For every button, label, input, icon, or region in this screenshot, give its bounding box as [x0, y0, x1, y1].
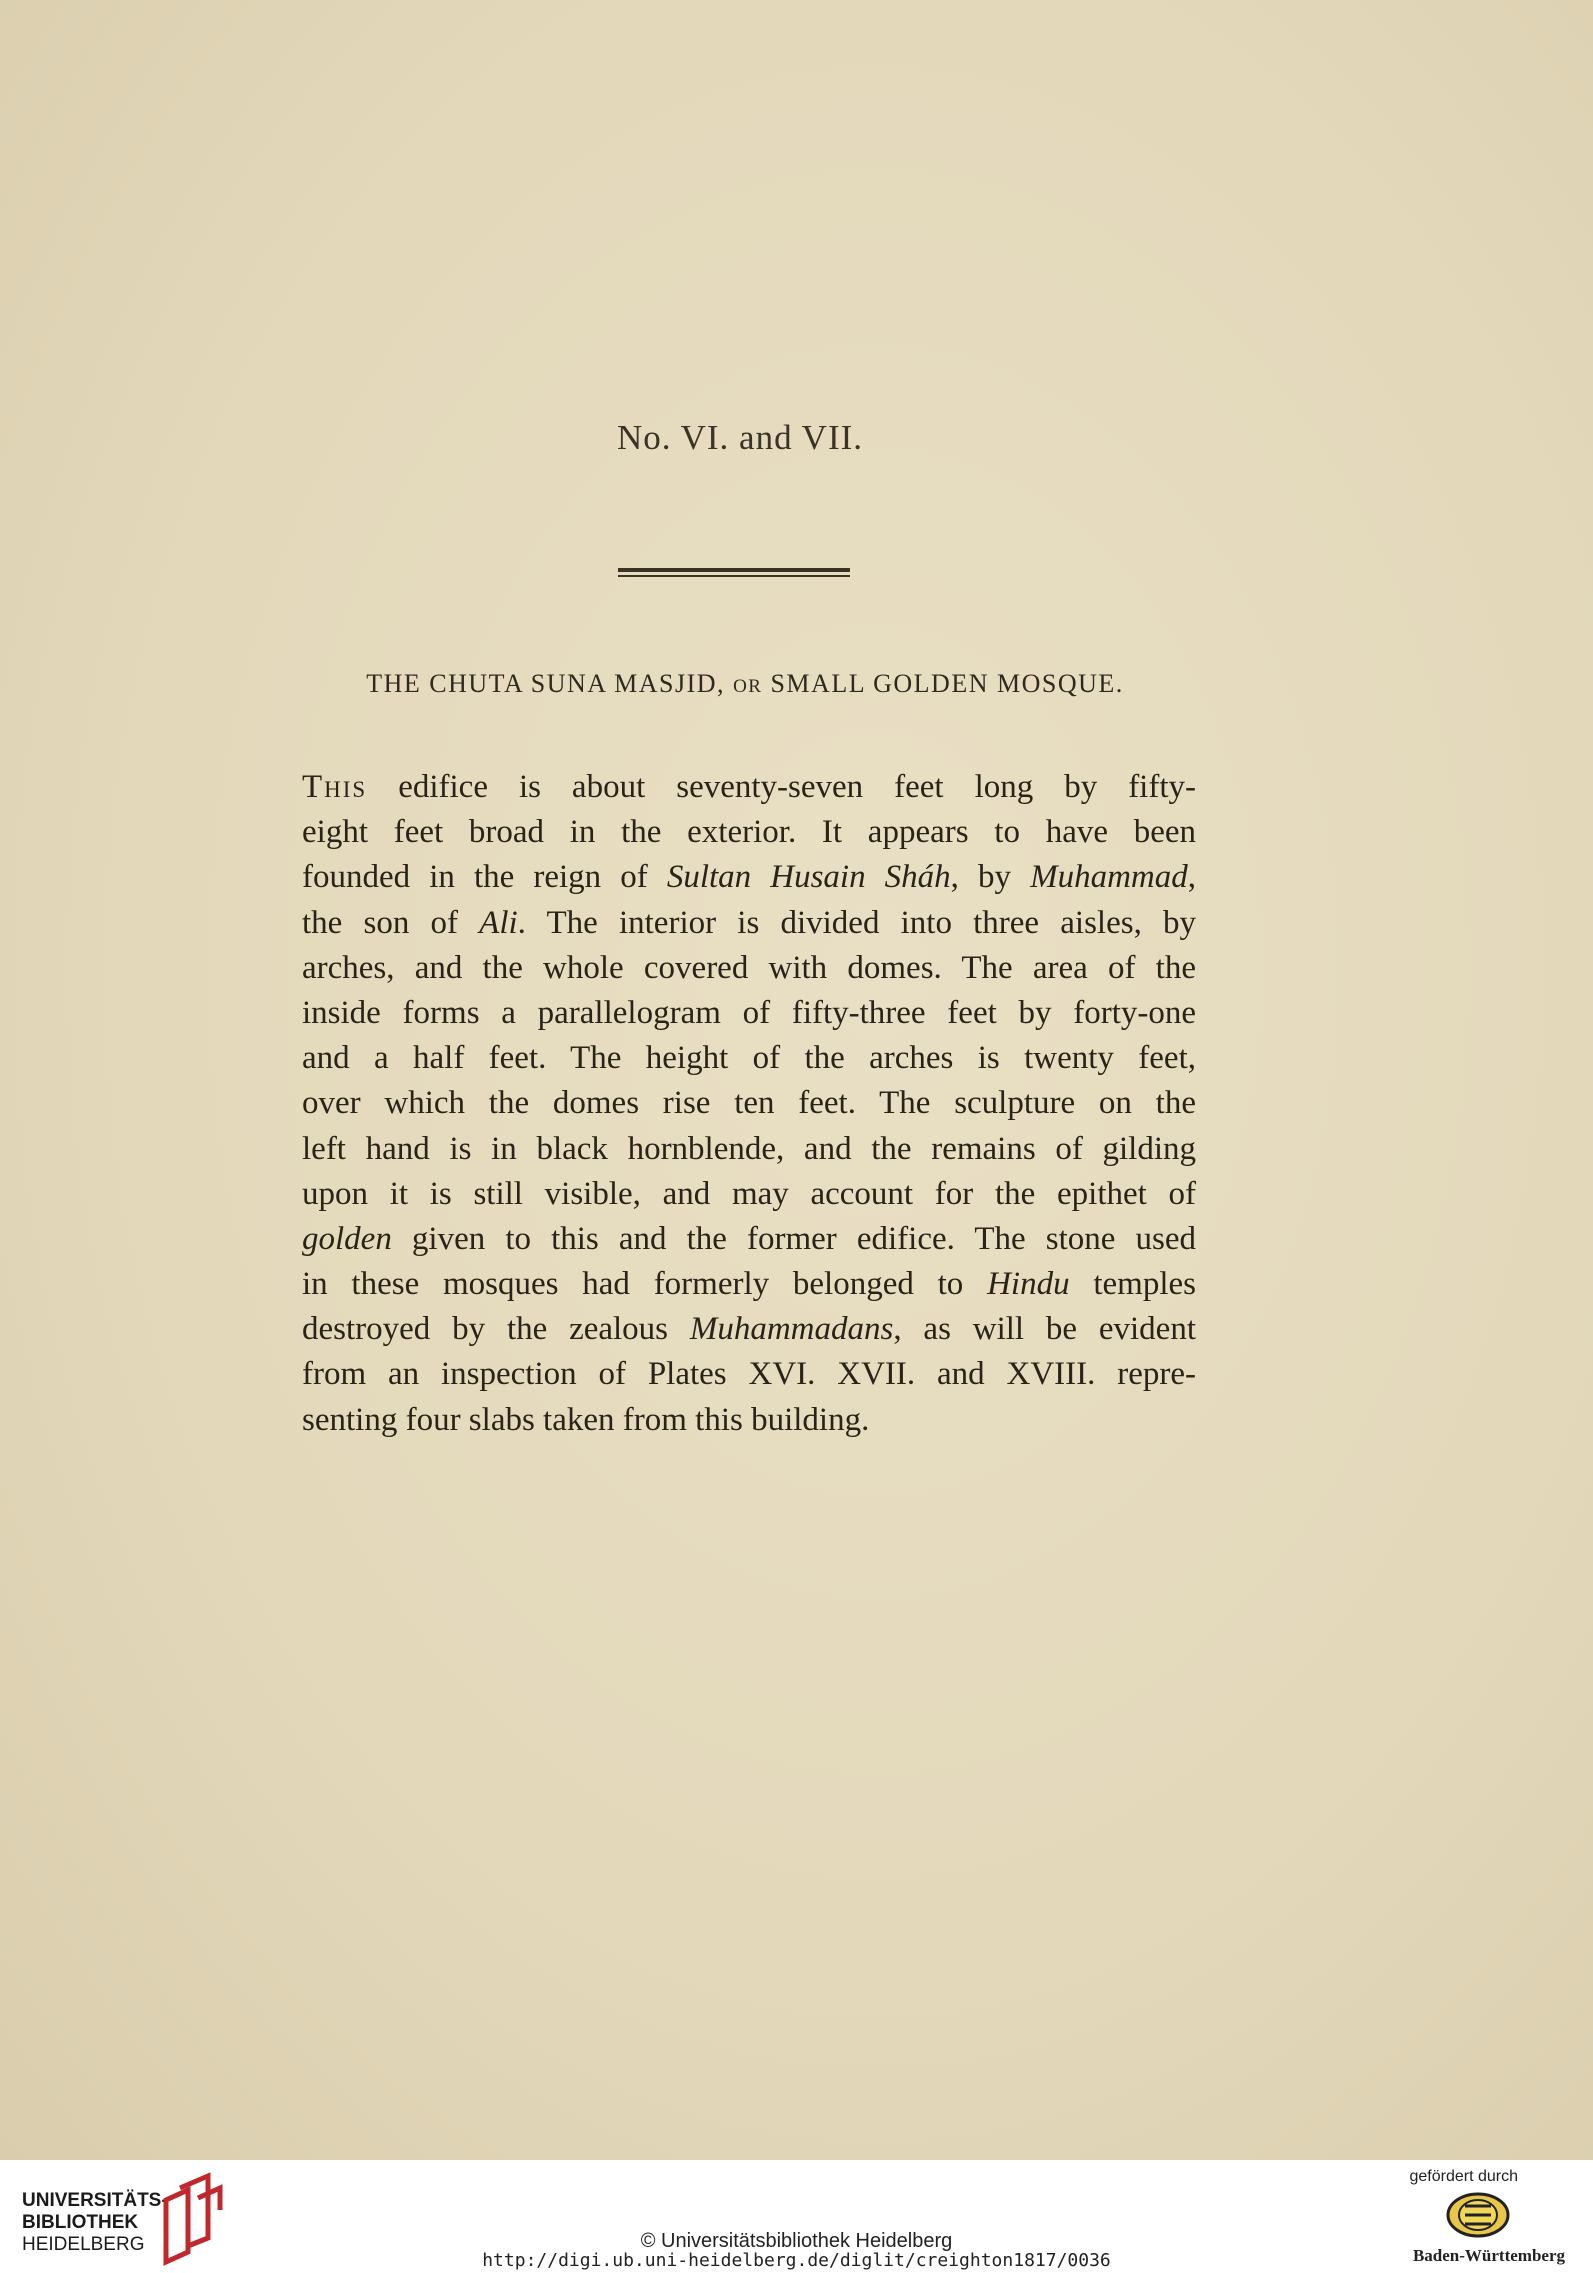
- text-line-13: destroyed by the zealous Muhammadans, as will be evident: [302, 1311, 1197, 1348]
- italic-word-muhammadans: Muhammadans: [689, 1311, 894, 1348]
- text-line-2: eight feet broad in the exterior. It appears to have been: [302, 814, 1196, 851]
- subtitle-part-2: SMALL GOLDEN MOSQUE.: [770, 669, 1124, 698]
- library-name-line-2: BIBLIOTHEK: [22, 2212, 139, 2233]
- library-name-line-3: HEIDELBERG: [22, 2234, 145, 2255]
- italic-name-muhammad: Muhammad: [1030, 859, 1188, 896]
- library-name-line-1: UNIVERSITÄTS-: [22, 2190, 168, 2211]
- text-line-9: left hand is in black hornblende, and the remains of gilding: [302, 1130, 1196, 1167]
- footer-bar: [0, 2160, 1593, 2273]
- text-line-4: the son of Ali. The interior is divided into three aisles, by: [302, 904, 1196, 941]
- subtitle-connector: OR: [733, 676, 763, 697]
- body-paragraph: [302, 765, 1196, 1443]
- text-line-3: founded in the reign of Sultan Husain Sháh, by Muhammad,: [302, 859, 1196, 896]
- text-line-8: over which the domes rise ten feet. The sculpture on the: [302, 1085, 1196, 1122]
- page-heading: No. VI. and VII.: [616, 418, 864, 457]
- text-line-12: in these mosques had formerly belonged to Hindu temples: [302, 1266, 1196, 1303]
- coat-of-arms-icon: [1443, 2190, 1513, 2240]
- text-line-5: arches, and the whole covered with domes. The area of the: [302, 949, 1196, 986]
- subtitle-part-1: THE CHUTA SUNA MASJID,: [366, 669, 726, 698]
- italic-word-hindu: Hindu: [987, 1266, 1070, 1303]
- text-line-1: This edifice is about seventy-seven feet long by fifty-: [302, 769, 1196, 805]
- double-rule-divider: [618, 568, 850, 577]
- italic-name-sultan: Sultan Husain Sháh: [666, 859, 951, 896]
- text-line-7: and a half feet. The height of the arches is twenty feet,: [302, 1040, 1196, 1077]
- rule-thick-line: [618, 568, 850, 572]
- rule-thin-line: [618, 575, 850, 577]
- italic-name-ali: Ali: [479, 904, 518, 941]
- text-line-15: senting four slabs taken from this building.: [302, 1401, 870, 1438]
- text-line-14: from an inspection of Plates XVI. XVII. and XVIII. repre-: [302, 1356, 1196, 1393]
- text-line-11: golden given to this and the former edifice. The stone used: [302, 1220, 1196, 1257]
- text-line-6: inside forms a parallelogram of fifty-three feet by forty-one: [302, 994, 1196, 1031]
- permalink-url[interactable]: http://digi.ub.uni-heidelberg.de/diglit/creighton1817/0036: [482, 2250, 1111, 2271]
- sponsor-label: gefördert durch: [1409, 2168, 1518, 2185]
- text-line-10: upon it is still visible, and may account for the epithet of: [302, 1175, 1196, 1212]
- drop-word: This: [302, 769, 368, 805]
- section-subtitle: [0, 669, 1490, 699]
- copyright-notice: © Universitätsbibliothek Heidelberg: [640, 2230, 953, 2252]
- italic-word-golden: golden: [302, 1220, 392, 1257]
- sponsor-name: Baden-Württemberg: [1412, 2246, 1565, 2265]
